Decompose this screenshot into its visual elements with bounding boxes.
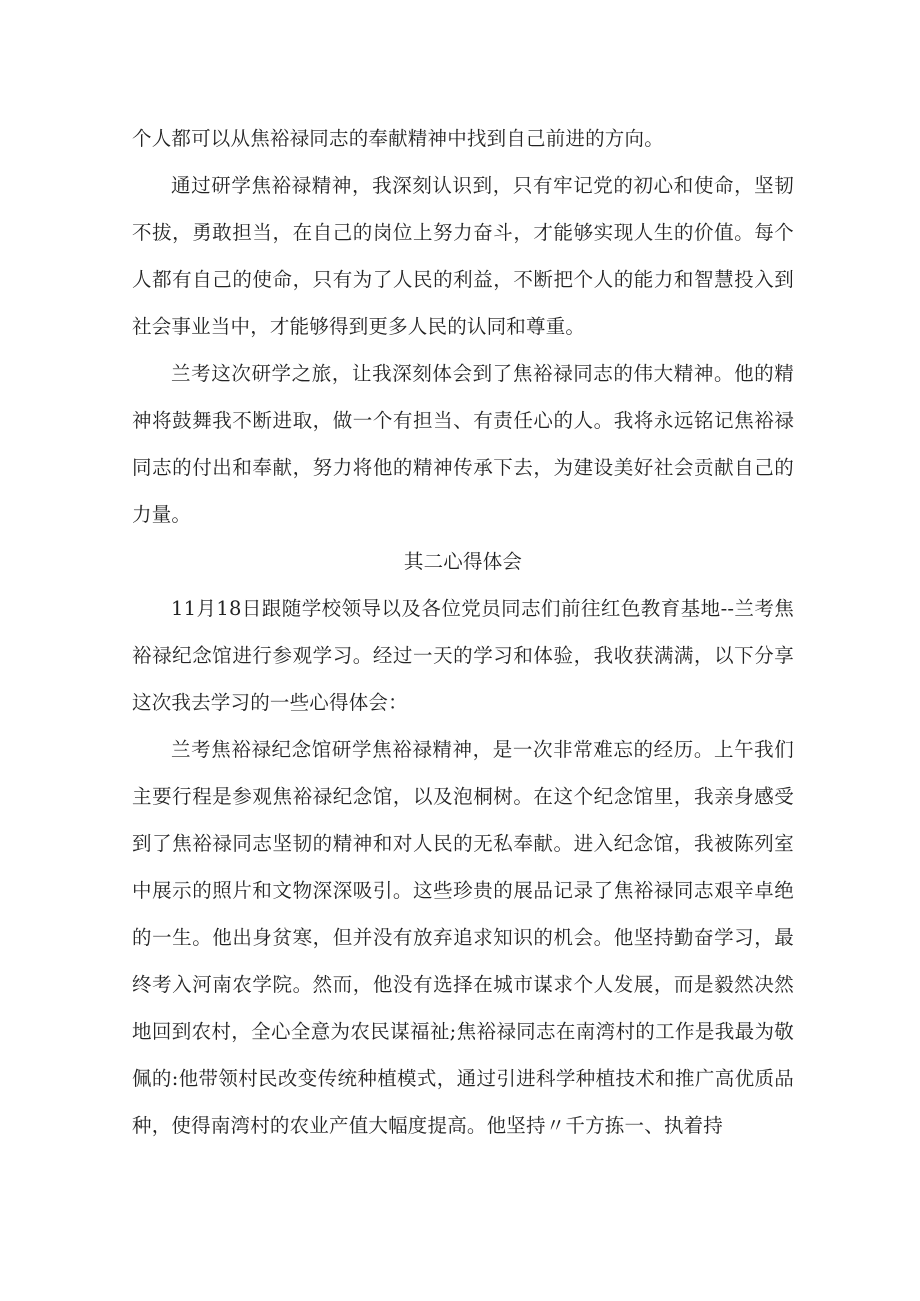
paragraph-memorial-experience: 兰考焦裕禄纪念馆研学焦裕禄精神，是一次非常难忘的经历。上午我们主要行程是参观焦裕禄纪念馆，以及泡桐树。在这个纪念馆里，我亲身感受到了焦裕禄同志坚韧的精神和对人民的无私奉献。进入纪念馆，我被陈列室中展示的照片和文物深深吸引。这些珍贵的展品记录了焦裕禄同志艰辛卓绝的一生。他出身贫寒，但并没有放弃追求知识的机会。他坚持勤奋学习，最终考入河南农学院。然而，他没有选择在城市谋求个人发展，而是毅然决然地回到农村，全心全意为农民谋福祉;焦裕禄同志在南湾村的工作是我最为敬佩的:他带领村民改变传统种植模式，通过引进科学种植技术和推广高优质品种，使得南湾村的农业产值大幅度提高。他坚持〃千方拣一、执着持: [132, 738, 794, 1137]
paragraph-study-reflection: 通过研学焦裕禄精神，我深刻认识到，只有牢记党的初心和使命，坚韧不拔，勇敢担当，在自己的岗位上努力奋斗，才能够实现人生的价值。每个人都有自己的使命，只有为了人民的利益，不断把个人的能力和智慧投入到社会事业当中，才能够得到更多人民的认同和尊重。: [132, 174, 794, 338]
paragraph-visit-intro: 11月18日跟随学校领导以及各位党员同志们前往红色教育基地--兰考焦裕禄纪念馆进行参观学习。经过一天的学习和体验，我收获满满，以下分享这次我去学习的一些心得体会：: [132, 597, 794, 714]
paragraph-continuation: 个人都可以从焦裕禄同志的奉献精神中找到自己前进的方向。: [132, 127, 664, 150]
section-heading: 其二心得体会: [403, 550, 523, 573]
paragraph-lankao-trip: 兰考这次研学之旅，让我深刻体会到了焦裕禄同志的伟大精神。他的精神将鼓舞我不断进取，做一个有担当、有责任心的人。我将永远铭记焦裕禄同志的付出和奉献，努力将他的精神传承下去，为建设美好社会贡献自己的力量。: [132, 362, 794, 526]
document-body: [132, 115, 794, 1149]
